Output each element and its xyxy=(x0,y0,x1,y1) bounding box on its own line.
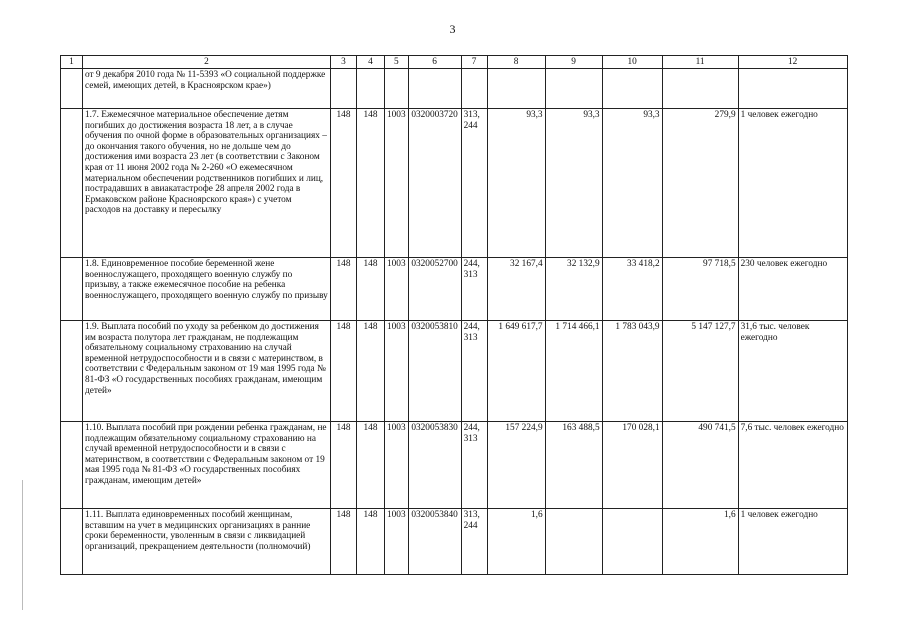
cell-col12: 7,6 тыс. человек ежегодно xyxy=(738,422,847,509)
cell-col7: 244, 313 xyxy=(461,321,487,422)
cell-col11: 490 741,5 xyxy=(662,422,738,509)
header-cell: 3 xyxy=(331,56,357,69)
cell-col10 xyxy=(602,69,662,109)
description-cell: 1.7. Ежемесячное материальное обеспечение детям погибших до достижения возраста 18 лет, а в случае обучения по очной форме в образовательных организациях – до окончания такого обучения, но не дольше чем до достижения ими возраста 23 лет (в соответствии с Законом края от 11 июня 2002 года № 2-260 «О ежемесячном материальном обеспечении родственников погибших и лиц, пострадавших в авиакатастрофе 28 апреля 2002 года в Ермаковском районе Красноярского края») с учетом расходов на доставку и пересылку xyxy=(83,109,331,258)
cell-col8: 93,3 xyxy=(487,109,545,258)
table-row xyxy=(61,509,848,575)
table-row xyxy=(61,69,848,109)
cell-col5: 1003 xyxy=(385,509,409,575)
cell-col6: 0320053840 xyxy=(408,509,461,575)
cell-col8: 1,6 xyxy=(487,509,545,575)
cell-col3: 148 xyxy=(331,509,357,575)
cell-col9 xyxy=(545,509,602,575)
row-index-cell xyxy=(61,422,83,509)
row-index-cell xyxy=(61,258,83,321)
cell-col10: 33 418,2 xyxy=(602,258,662,321)
cell-col12: 230 человек ежегодно xyxy=(738,258,847,321)
cell-col9: 1 714 466,1 xyxy=(545,321,602,422)
header-cell: 7 xyxy=(461,56,487,69)
cell-col11: 5 147 127,7 xyxy=(662,321,738,422)
cell-col7: 244, 313 xyxy=(461,258,487,321)
cell-col6: 0320053810 xyxy=(408,321,461,422)
cell-col10: 170 028,1 xyxy=(602,422,662,509)
cell-col7: 244, 313 xyxy=(461,422,487,509)
header-row xyxy=(61,56,848,69)
cell-col4: 148 xyxy=(357,258,385,321)
row-index-cell xyxy=(61,69,83,109)
cell-col9: 93,3 xyxy=(545,109,602,258)
cell-col12: 31,6 тыс. человек ежегодно xyxy=(738,321,847,422)
cell-col7: 313, 244 xyxy=(461,509,487,575)
cell-col7 xyxy=(461,69,487,109)
header-cell: 4 xyxy=(357,56,385,69)
header-cell: 9 xyxy=(545,56,602,69)
header-cell: 10 xyxy=(602,56,662,69)
header-cell: 12 xyxy=(738,56,847,69)
description-cell: 1.9. Выплата пособий по уходу за ребенком до достижения им возраста полутора лет гражданам, не подлежащим обязательному социальному страхованию на случай временной нетрудоспособности и в связи с материнством, в соответствии с Федеральным законом от 19 мая 1995 года № 81-ФЗ «О государственных пособиях гражданам, имеющим детей» xyxy=(83,321,331,422)
header-cell: 6 xyxy=(408,56,461,69)
cell-col5: 1003 xyxy=(385,422,409,509)
cell-col6 xyxy=(408,69,461,109)
cell-col3: 148 xyxy=(331,422,357,509)
cell-col6: 0320052700 xyxy=(408,258,461,321)
description-cell: 1.10. Выплата пособий при рождении ребенка гражданам, не подлежащим обязательному социальному страхованию на случай временной нетрудоспособности и в связи с материнством, в соответствии с Федеральным законом от 19 мая 1995 года № 81-ФЗ «О государственных пособиях гражданам, имеющим детей» xyxy=(83,422,331,509)
description-cell: от 9 декабря 2010 года № 11-5393 «О социальной поддержке семей, имеющих детей, в Красноярском крае») xyxy=(83,69,331,109)
description-cell: 1.11. Выплата единовременных пособий женщинам, вставшим на учет в медицинских организациях в ранние сроки беременности, уволенным в связи с ликвидацией организаций, прекращением деятельности (полномочий) xyxy=(83,509,331,575)
header-cell: 8 xyxy=(487,56,545,69)
header-cell: 11 xyxy=(662,56,738,69)
scan-margin-line xyxy=(22,480,23,610)
cell-col3: 148 xyxy=(331,258,357,321)
table-row xyxy=(61,422,848,509)
cell-col11 xyxy=(662,69,738,109)
cell-col11: 97 718,5 xyxy=(662,258,738,321)
header-cell: 2 xyxy=(83,56,331,69)
cell-col4: 148 xyxy=(357,509,385,575)
cell-col8: 1 649 617,7 xyxy=(487,321,545,422)
cell-col8: 157 224,9 xyxy=(487,422,545,509)
cell-col5: 1003 xyxy=(385,109,409,258)
cell-col4 xyxy=(357,69,385,109)
budget-table xyxy=(60,55,848,575)
cell-col11: 1,6 xyxy=(662,509,738,575)
cell-col6: 0320003720 xyxy=(408,109,461,258)
page-number: 3 xyxy=(449,22,456,36)
description-cell: 1.8. Единовременное пособие беременной жене военнослужащего, проходящего военную службу по призыву, а также ежемесячное пособие на ребенка военнослужащего, проходящего военную службу по призыву xyxy=(83,258,331,321)
cell-col11: 279,9 xyxy=(662,109,738,258)
cell-col6: 0320053830 xyxy=(408,422,461,509)
table-row xyxy=(61,258,848,321)
cell-col8: 32 167,4 xyxy=(487,258,545,321)
cell-col10 xyxy=(602,509,662,575)
cell-col5 xyxy=(385,69,409,109)
table-row xyxy=(61,321,848,422)
cell-col9 xyxy=(545,69,602,109)
cell-col5: 1003 xyxy=(385,258,409,321)
row-index-cell xyxy=(61,321,83,422)
cell-col5: 1003 xyxy=(385,321,409,422)
cell-col8 xyxy=(487,69,545,109)
header-cell: 1 xyxy=(61,56,83,69)
cell-col4: 148 xyxy=(357,422,385,509)
cell-col4: 148 xyxy=(357,321,385,422)
cell-col12: 1 человек ежегодно xyxy=(738,109,847,258)
cell-col7: 313, 244 xyxy=(461,109,487,258)
cell-col3 xyxy=(331,69,357,109)
table-row xyxy=(61,109,848,258)
cell-col10: 93,3 xyxy=(602,109,662,258)
cell-col9: 32 132,9 xyxy=(545,258,602,321)
row-index-cell xyxy=(61,109,83,258)
header-cell: 5 xyxy=(385,56,409,69)
cell-col3: 148 xyxy=(331,321,357,422)
cell-col12: 1 человек ежегодно xyxy=(738,509,847,575)
cell-col4: 148 xyxy=(357,109,385,258)
cell-col12 xyxy=(738,69,847,109)
cell-col10: 1 783 043,9 xyxy=(602,321,662,422)
cell-col9: 163 488,5 xyxy=(545,422,602,509)
row-index-cell xyxy=(61,509,83,575)
cell-col3: 148 xyxy=(331,109,357,258)
